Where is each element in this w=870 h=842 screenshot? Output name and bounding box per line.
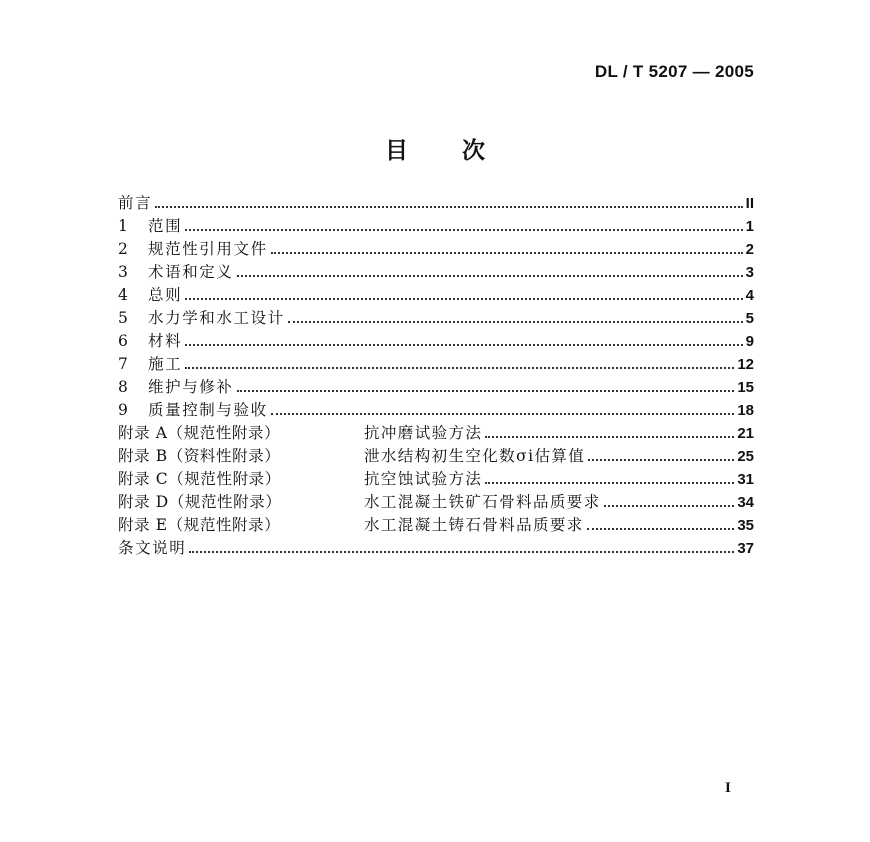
toc-entry-6[interactable]	[118, 330, 754, 353]
dot-leader	[587, 528, 735, 530]
table-of-contents	[118, 192, 754, 560]
toc-entry-number: 8	[118, 378, 128, 396]
appendix-title: 抗冲磨试验方法	[364, 424, 483, 442]
toc-entry-number: 2	[118, 240, 128, 258]
toc-appendix-d[interactable]	[118, 491, 754, 514]
appendix-prefix: 附录 B（资料性附录）	[118, 447, 281, 465]
toc-entry-number: 4	[118, 286, 128, 304]
toc-entry-number: 1	[118, 217, 128, 235]
toc-title	[0, 132, 870, 165]
dot-leader	[271, 413, 735, 415]
dot-leader	[155, 206, 742, 208]
toc-entry-label: 术语和定义	[148, 263, 234, 281]
toc-entry-page: 37	[737, 540, 754, 557]
toc-entry-number: 5	[118, 309, 128, 327]
dot-leader	[288, 321, 743, 323]
appendix-title: 抗空蚀试验方法	[364, 470, 483, 488]
appendix-title: 水工混凝土铸石骨料品质要求	[364, 516, 584, 534]
dot-leader	[271, 252, 743, 254]
toc-entry-page: 9	[745, 333, 754, 350]
dot-leader	[237, 390, 735, 392]
toc-appendix-b[interactable]	[118, 445, 754, 468]
toc-entry-3[interactable]	[118, 261, 754, 284]
toc-entry-page: 1	[745, 218, 754, 235]
appendix-prefix: 附录 A（规范性附录）	[118, 424, 281, 442]
toc-entry-number: 7	[118, 355, 128, 373]
appendix-prefix: 附录 E（规范性附录）	[118, 516, 281, 534]
toc-entry-7[interactable]	[118, 353, 754, 376]
toc-entry-5[interactable]	[118, 307, 754, 330]
toc-entry-4[interactable]	[118, 284, 754, 307]
toc-entry-1[interactable]	[118, 215, 754, 238]
toc-entry-page: 35	[737, 517, 754, 534]
toc-entry-page: 15	[737, 379, 754, 396]
dot-leader	[185, 367, 734, 369]
toc-entry-number: 9	[118, 401, 128, 419]
toc-entry-page: 4	[745, 287, 754, 304]
toc-entry-page: 31	[737, 471, 754, 488]
toc-title-part-2: 次	[462, 138, 485, 164]
toc-title-part-1: 目	[385, 138, 408, 164]
toc-appendix-a[interactable]	[118, 422, 754, 445]
toc-entry-page: 18	[737, 402, 754, 419]
page-number: I	[725, 780, 731, 796]
toc-entry-foreword[interactable]	[118, 192, 754, 215]
toc-entry-number: 3	[118, 263, 128, 281]
toc-entry-label: 水力学和水工设计	[148, 309, 285, 327]
toc-entry-label: 规范性引用文件	[148, 240, 268, 258]
dot-leader	[185, 298, 742, 300]
appendix-prefix: 附录 D（规范性附录）	[118, 493, 282, 511]
toc-entry-label: 施工	[148, 355, 183, 373]
toc-entry-label: 质量控制与验收	[148, 401, 268, 419]
toc-entry-page: 2	[745, 241, 754, 258]
dot-leader	[237, 275, 743, 277]
toc-entry-number: 6	[118, 332, 128, 350]
toc-entry-page: II	[745, 195, 754, 212]
toc-entry-label: 范围	[148, 217, 183, 235]
dot-leader	[588, 459, 734, 461]
document-code: DL / T 5207 — 2005	[594, 62, 754, 81]
dot-leader	[485, 436, 734, 438]
toc-entry-label: 维护与修补	[148, 378, 234, 396]
toc-appendix-e[interactable]	[118, 514, 754, 537]
toc-entry-page: 25	[737, 448, 754, 465]
toc-entry-page: 21	[737, 425, 754, 442]
dot-leader	[185, 229, 742, 231]
toc-entry-page: 12	[737, 356, 754, 373]
appendix-prefix: 附录 C（规范性附录）	[118, 470, 281, 488]
toc-appendix-c[interactable]	[118, 468, 754, 491]
toc-entry-page: 34	[737, 494, 754, 511]
dot-leader	[189, 551, 734, 553]
toc-entry-page: 5	[745, 310, 754, 327]
appendix-title: 泄水结构初生空化数σi估算值	[364, 447, 586, 465]
toc-entry-9[interactable]	[118, 399, 754, 422]
dot-leader	[485, 482, 734, 484]
toc-entry-8[interactable]	[118, 376, 754, 399]
toc-entry-label: 材料	[148, 332, 183, 350]
toc-entry-label: 条文说明	[118, 539, 187, 557]
appendix-title: 水工混凝土铁矿石骨料品质要求	[364, 493, 601, 511]
toc-entry-label: 总则	[148, 286, 183, 304]
toc-entry-label: 前言	[118, 194, 153, 212]
toc-entry-2[interactable]	[118, 238, 754, 261]
dot-leader	[604, 505, 735, 507]
toc-entry-explanatory-notes[interactable]	[118, 537, 754, 560]
toc-entry-page: 3	[745, 264, 754, 281]
dot-leader	[185, 344, 742, 346]
